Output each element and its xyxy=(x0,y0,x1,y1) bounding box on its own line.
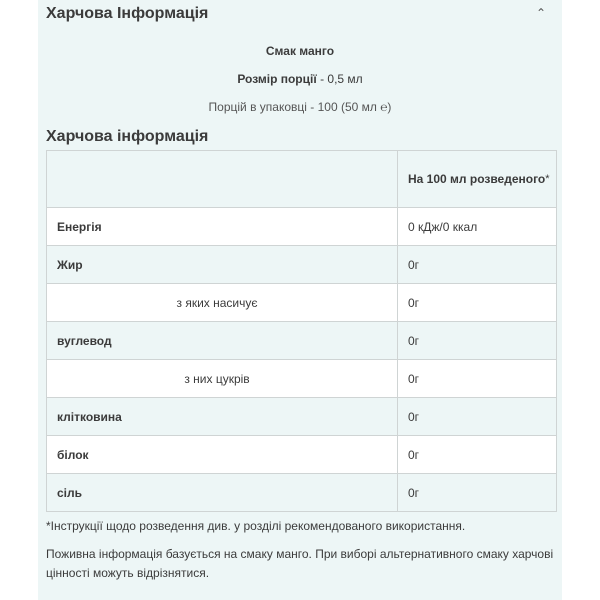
row-label: Жир xyxy=(47,246,398,284)
row-value: 0г xyxy=(398,398,557,436)
flavour-note: Поживна інформація базується на смаку манго. При виборі альтернативного смаку харчові цінності можуть відрізнятися. xyxy=(46,547,554,580)
row-value: 0г xyxy=(398,322,557,360)
serving-size-label: Розмір порції xyxy=(237,72,317,86)
table-row xyxy=(47,284,557,322)
table-row xyxy=(47,474,557,512)
table-row xyxy=(47,398,557,436)
nutrition-panel xyxy=(38,0,562,600)
row-label: вуглевод xyxy=(47,322,398,360)
row-value: 0г xyxy=(398,246,557,284)
header-empty-cell xyxy=(47,151,398,208)
accordion-title: Харчова Інформація xyxy=(46,5,209,22)
row-value: 0 кДж/0 ккал xyxy=(398,208,557,246)
table-row xyxy=(47,208,557,246)
row-value: 0г xyxy=(398,436,557,474)
row-sublabel: з яких насичує xyxy=(176,295,258,310)
row-sublabel: з них цукрів xyxy=(184,371,250,386)
table-row xyxy=(47,322,557,360)
row-value: 0г xyxy=(398,474,557,512)
flavour-label: Смак манго xyxy=(265,44,335,58)
serving-size-value: - 0,5 мл xyxy=(316,72,363,86)
table-row xyxy=(47,246,557,284)
row-label xyxy=(47,360,398,398)
table-row xyxy=(47,360,557,398)
accordion-header[interactable] xyxy=(38,0,562,32)
row-label: сіль xyxy=(47,474,398,512)
table-row xyxy=(47,436,557,474)
column-header-text: На 100 мл розведеного xyxy=(408,172,546,186)
servings-per-pack: Порцій в упаковці - 100 (50 мл ℮) xyxy=(208,100,392,114)
table-title: Харчова інформація xyxy=(46,128,209,145)
chevron-up-icon[interactable]: ⌃ xyxy=(535,6,547,20)
row-value: 0г xyxy=(398,360,557,398)
row-value: 0г xyxy=(398,284,557,322)
column-header-mark: * xyxy=(545,173,550,185)
nutrition-table xyxy=(46,150,557,512)
row-label: клітковина xyxy=(47,398,398,436)
row-label: білок xyxy=(47,436,398,474)
dilution-footnote: *Інструкції щодо розведення див. у розділі рекомендованого використання. xyxy=(46,519,466,533)
column-header xyxy=(398,151,557,208)
table-header-row xyxy=(47,151,557,208)
row-label: Енергія xyxy=(47,208,398,246)
serving-size xyxy=(38,72,562,86)
row-label xyxy=(47,284,398,322)
